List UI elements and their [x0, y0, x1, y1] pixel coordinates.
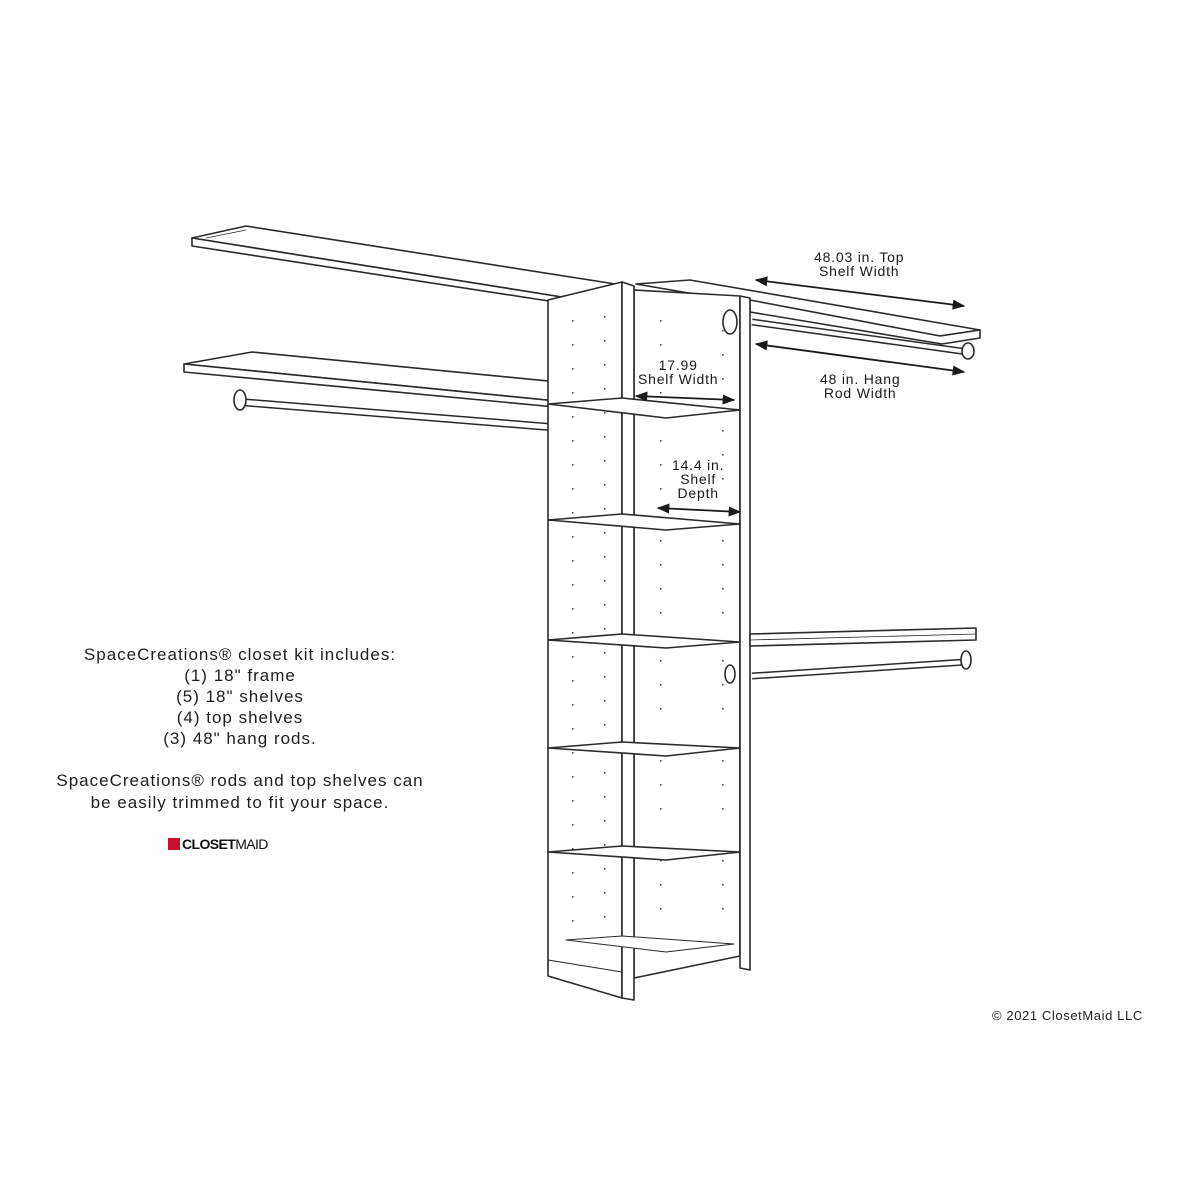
copyright-notice: © 2021 ClosetMaid LLC — [992, 1008, 1143, 1023]
kit-heading: SpaceCreations® closet kit includes: — [83, 645, 397, 664]
kit-item: (3) 48" hang rods. — [163, 729, 317, 748]
top-shelf-upper-left — [192, 226, 628, 304]
hang-rod-lower-right — [752, 651, 971, 676]
closetmaid-logo — [168, 836, 268, 852]
top-shelf-width-label: 48.03 in. Top Shelf Width — [814, 249, 905, 279]
trim-note: SpaceCreations® rods and top shelves can be easily trimmed to fit your space. — [56, 771, 424, 812]
hang-rod-width-label: 48 in. Hang Rod Width — [820, 371, 901, 401]
kit-item: (4) top shelves — [176, 708, 304, 727]
logo-wordmark: CLOSETMAID — [182, 836, 268, 852]
shelf-depth-label: 14.4 in. Shelf Depth — [672, 457, 725, 501]
shelf-width-label: 17.99 Shelf Width — [638, 357, 719, 387]
red-square-icon — [168, 838, 180, 850]
shelf-lower-right — [750, 628, 976, 646]
kit-item: (1) 18" frame — [184, 666, 296, 685]
kit-includes — [20, 644, 460, 749]
kit-item: (5) 18" shelves — [176, 687, 304, 706]
closet-tower — [548, 282, 750, 1000]
